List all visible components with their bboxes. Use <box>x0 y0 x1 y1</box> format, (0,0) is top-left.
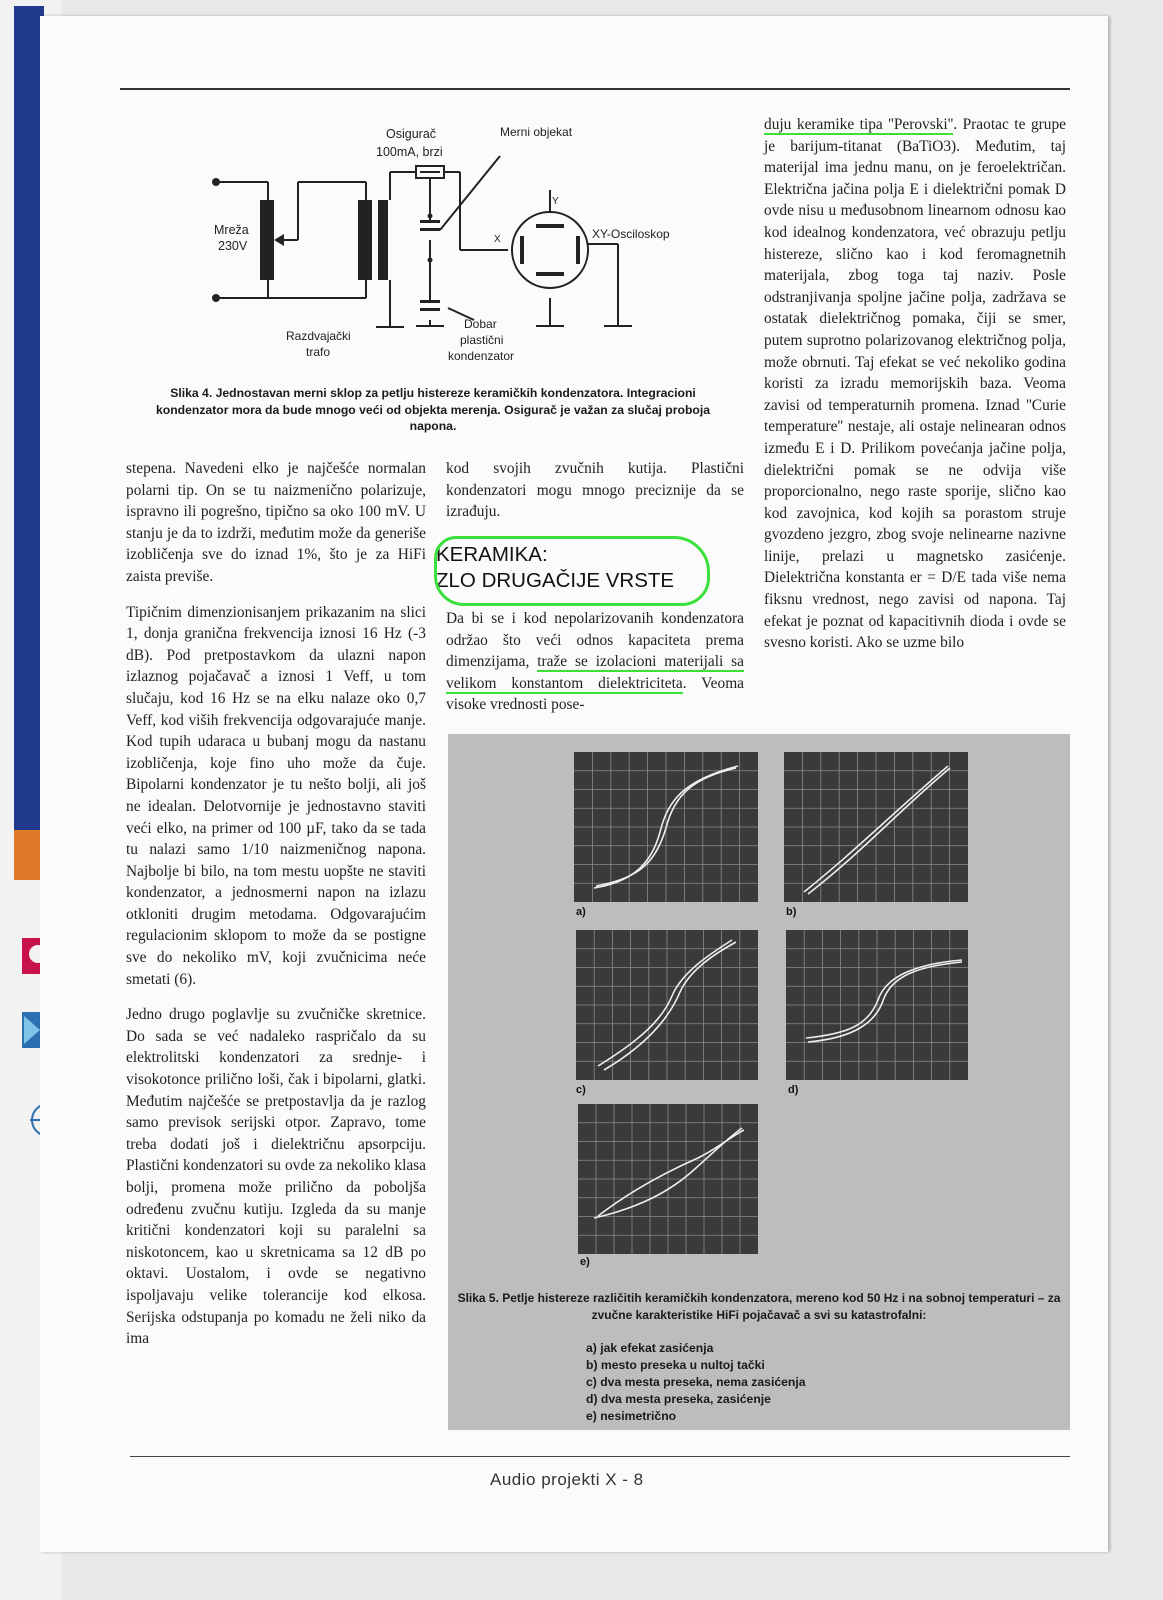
paragraph: Jedno drugo poglavlje su zvučničke skretnice. Do sada se već nadaleko raspričalo da su elektrolitski kondenzatori za srednje- i visokotonce prilično loši, čak i bipolarni, glatki. Međutim najčešće se pretpostavlja da je razlog samo previsok serijski otpor. Zapravo, tome treba dodati još i dielektričnu apsorpciju. Plastični kondenzatori su ovde za nekoliko klasa bolji, promena može prilično da poboljša određenu zvučnu kutiju. Izgleda da su manje kritični kondenzatori koji su paralelni sa niskotoncem, kao u skretnicama sa 12 dB po oktavi. Uostalom, i ovde se negativno ispoljavaju velike tolerancije kod elkosa. Serijska odstupanja po komadu ne želi niko da ima <box>126 1006 426 1348</box>
text-column-2-cont <box>446 608 744 730</box>
paragraph: Tipičnim dimenzionisanjem prikazanim na slici 1, donja granična frekvencija iznosi 16 Hz (-3 dB). Pod pretpostavkom da ulazni napon izlaznog pojačavač a iznosi 1 Veff, u tom slučaju, kod 16 Hz se na elku nalaze oko 0,7 Veff, kod viših frekvencija odgovarajuće manje. Kod tupih udaraca u bubanj mogu da nastanu izobličenja, koje fino uho može da čuje. Bipolarni kondenzator je tu nešto bolji, ali još ne idealan. Delotvornije je jednostavno staviti veći elko, na primer od 100 µF, tako da se tada tu nalazi samo 1/10 naizmeničnog napona. Najbolje bi bilo, na tom mestu uopšte ne staviti kondenzator, a jednosmerni napon na izlazu otkloniti drugim metodama. Odgovarajućim regulacionim sklopom to može da se postigne sve do nekoliko mV, koji zvučnicima neće smetati (6). <box>126 603 426 988</box>
scope-trace-a <box>574 752 758 902</box>
text-run: . Praotac te grupe je barijum-titanat (BaTiO3). Međutim, taj materijal ima jednu manu, on je feroelektričan. Električna jačina polja E i dielektrični pomak D ovde nisu u međusobnom linearnom odnosu kao kod idealnog kondenzatora, već obrazuju petlju histereze, slično kao i kod feromagnetnih materijala, zbog toga taj naziv. Posle odstranjivanja spoljne jačine polja, zadržava se ostatak dielektričnog pomaka, čiji se smer, putem suprotno polarizovanog električnog polja, može obrnuti. Taj efekat se već nekoliko godina koristi za izradu memorijskih baza. Veoma zavisi od temperaturnih promena. Iznad ''Curie temperature'' nestaje, ali ostaje nelinearan odnos između E i D. Prilikom povećanja jačine polja, dielektrični pomak se ne odvija više proporcionalno, nego raste sporije, slično kao kod zavojnica, kod kojih sa porastom struje gvozdeno jezgro, zbog svoje nelinearne nazivne linije, prelazi u magnetsko zasićenje. Dielektrična konstanta er = D/E tada više nema fiksnu vrednost, nego zavisi od napona. Taj efekat je poznat od kapacitivnih dioda i ovde se svesno koristi. Ako se uzme bilo <box>764 116 1066 652</box>
panel-label: b) <box>786 906 797 918</box>
object-label: Merni objekat <box>500 125 573 139</box>
page-footer: Audio projekti X - 8 <box>490 1470 644 1489</box>
hysteresis-plot-d <box>786 930 968 1080</box>
section-heading <box>436 542 712 604</box>
text-column-2 <box>446 458 744 537</box>
figure-4-caption: Slika 4. Jednostavan merni sklop za petlju histereze keramičkih kondenzatora. Integracioni kondenzator mora da bude mnogo veći od objekta merenja. Osigurač je važan za slučaj proboja napona. <box>156 386 710 433</box>
panel-label: c) <box>576 1084 586 1096</box>
paragraph <box>446 608 744 716</box>
scope-grid <box>786 930 968 1080</box>
transformer-label: Razdvajački <box>286 329 351 343</box>
list-item: a) jak efekat zasićenja <box>586 1341 714 1355</box>
fuse-label: Osigurač <box>386 127 437 141</box>
scope-trace-d <box>786 930 968 1080</box>
highlighted-text: duju keramike tipa ''Perovski'' <box>764 116 954 133</box>
figure-5-caption: Slika 5. Petlje histereze različitih keramičkih kondenzatora, mereno kod 50 Hz i na sobnoj temperaturi – za zvučne karakteristike HiFi pojačavač a svi su katastrofalni: <box>457 1291 1061 1322</box>
transformer-label: trafo <box>306 345 331 359</box>
capacitor-label: kondenzator <box>448 349 515 363</box>
scope-grid <box>578 1104 758 1254</box>
scope-grid <box>784 752 968 902</box>
list-item: d) dva mesta preseka, zasićenje <box>586 1392 771 1406</box>
heading-line: ZLO DRUGAČIJE VRSTE <box>436 569 675 592</box>
highlight-oval <box>434 536 710 606</box>
heading-line: KERAMIKA: <box>436 543 548 566</box>
measurement-schematic <box>190 120 710 370</box>
text-run: Da bi se i kod nepolarizovanih kondenzatora održao što veći odnos kapaciteta prema dimenzijama, <box>446 610 744 671</box>
fuse-rating: 100mA, brzi <box>376 145 443 159</box>
paragraph: kod svojih zvučnih kutija. Plastični kondenzatori mogu mnogo preciznije da se izrađuju. <box>446 460 744 521</box>
panel-label: a) <box>576 906 586 918</box>
paragraph: stepena. Navedeni elko je najčešće normalan polarni tip. On se tu naizmenično polarizuje, ispravno ili pogrešno, tipično sa oko 100 mV. U stanju je da to izdrži, međutim može da generiše izobličenja sve do iznad 1%, što je za HiFi zaista previše. <box>126 460 426 585</box>
footer-rule <box>130 1456 1070 1457</box>
mains-voltage: 230V <box>218 239 248 253</box>
text-column-3 <box>764 114 1066 668</box>
hysteresis-plot-c <box>576 930 758 1080</box>
text-run: . Veoma visoke vrednosti pose- <box>446 674 744 714</box>
figure-5 <box>448 734 1070 1430</box>
list-item: c) dva mesta preseka, nema zasićenja <box>586 1375 806 1389</box>
list-item: b) mesto preseka u nultoj tački <box>586 1358 765 1372</box>
highlighted-text: traže se izolacioni materijali sa velikom konstantom dielektriciteta <box>446 653 744 692</box>
hysteresis-plot-b <box>784 752 968 902</box>
axis-x-label: X <box>494 234 501 245</box>
header-rule <box>120 88 1070 90</box>
text-column-1 <box>126 458 426 1364</box>
mains-label: Mreža <box>214 223 249 237</box>
panel-label: d) <box>788 1084 799 1096</box>
capacitor-label: Dobar <box>464 317 497 331</box>
capacitor-label: plastični <box>460 333 504 347</box>
panel-label: e) <box>580 1256 590 1268</box>
list-item: e) nesimetrično <box>586 1409 677 1423</box>
scope-label: XY-Osciloskop <box>592 227 670 241</box>
paragraph <box>764 114 1066 654</box>
figure-5-list <box>586 1340 806 1425</box>
axis-y-label: Y <box>552 196 559 207</box>
hysteresis-plot-a <box>574 752 758 902</box>
scope-trace-b <box>784 752 968 902</box>
hysteresis-plot-e <box>578 1104 758 1254</box>
scope-trace-e <box>578 1104 758 1254</box>
binding-edge-accent <box>14 830 40 880</box>
scope-trace-c <box>576 930 758 1080</box>
